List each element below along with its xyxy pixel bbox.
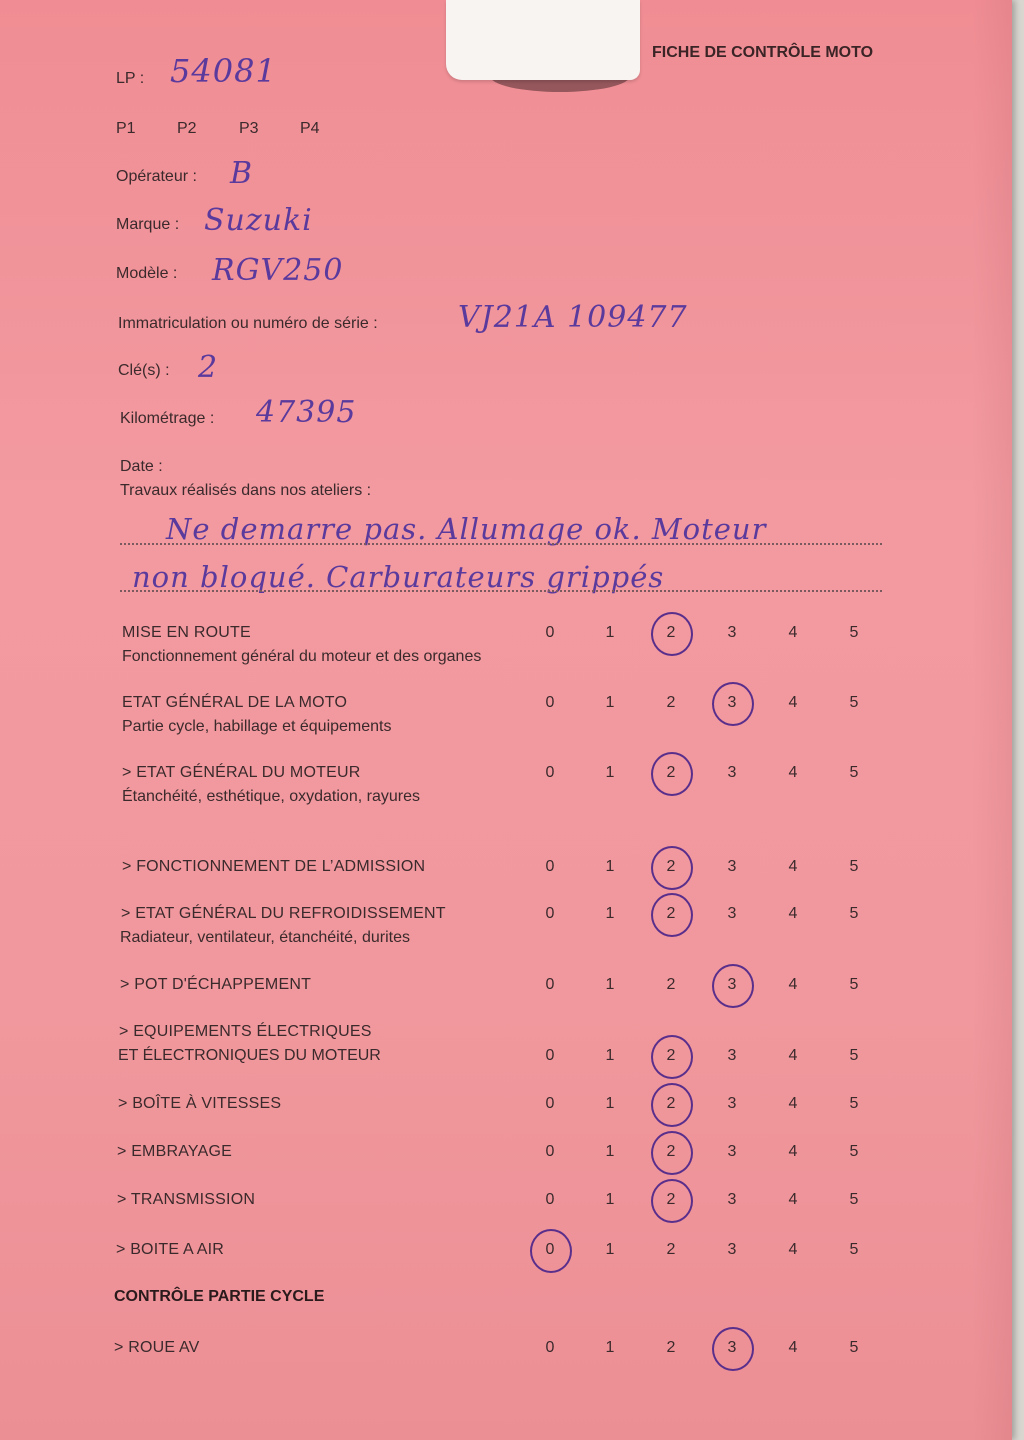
score-option: 1 [605,1047,615,1064]
score-option: 5 [849,1095,859,1112]
marque-label: Marque : [116,216,180,233]
score-option: 1 [605,764,615,781]
score-option: 2 [666,976,676,993]
score-option: 0 [545,976,555,993]
score-option: 3 [727,1047,737,1064]
section-title-etat-moteur: > ETAT GÉNÉRAL DU MOTEUR [122,764,361,781]
travaux-text-line-2: non bloqué. Carburateurs grippés [132,560,665,594]
section-subtitle-equipements-electriques: ET ÉLECTRONIQUES DU MOTEUR [118,1047,381,1064]
score-option: 2 [666,1095,676,1112]
score-option: 0 [545,1241,555,1258]
score-option: 1 [605,976,615,993]
selected-score-circle [712,964,754,1008]
sheet-edge-shadow [972,0,1012,1440]
section-title-etat-moto: ETAT GÉNÉRAL DE LA MOTO [122,694,348,711]
score-option: 4 [788,624,798,641]
selected-score-circle [712,1327,754,1371]
sheet-title: FICHE DE CONTRÔLE MOTO [652,44,874,61]
section-title-pot-echappement: > POT D'ÉCHAPPEMENT [120,976,312,993]
selected-score-circle [651,893,693,937]
score-option: 5 [849,624,859,641]
travaux-label: Travaux réalisés dans nos ateliers : [120,482,372,499]
score-option: 5 [849,976,859,993]
score-option: 0 [545,1047,555,1064]
score-option: 1 [605,905,615,922]
kilometrage-label: Kilométrage : [120,410,215,427]
cles-label: Clé(s) : [118,362,170,379]
section-title-embrayage: > EMBRAYAGE [117,1143,232,1160]
selected-score-circle [651,1131,693,1175]
score-option: 5 [849,1241,859,1258]
score-option: 0 [545,694,555,711]
score-option: 5 [849,764,859,781]
score-option: 4 [788,1241,798,1258]
score-option: 3 [727,1241,737,1258]
score-option: 0 [545,1339,555,1356]
modele-value: RGV250 [212,253,344,288]
selected-score-circle [530,1229,572,1273]
travaux-text-line-1: Ne demarre pas. Allumage ok. Moteur [166,512,767,546]
score-option: 1 [605,1241,615,1258]
lp-label: LP : [116,70,145,87]
score-option: 5 [849,1143,859,1160]
score-option: 0 [545,1143,555,1160]
section-title-mise-en-route: MISE EN ROUTE [122,624,251,641]
position-p3: P3 [239,120,259,137]
score-option: 0 [545,624,555,641]
score-option: 5 [849,858,859,875]
score-option: 1 [605,1339,615,1356]
immatriculation-label: Immatriculation ou numéro de série : [118,315,378,332]
score-option: 5 [849,905,859,922]
score-option: 4 [788,1047,798,1064]
immatriculation-value: VJ21A 109477 [458,300,688,335]
position-p2: P2 [177,120,197,137]
score-option: 5 [849,1047,859,1064]
score-option: 0 [545,764,555,781]
score-option: 4 [788,1339,798,1356]
score-option: 3 [727,694,737,711]
score-option: 1 [605,858,615,875]
score-option: 4 [788,1143,798,1160]
score-option: 4 [788,764,798,781]
score-option: 3 [727,1339,737,1356]
operateur-label: Opérateur : [116,168,197,185]
score-option: 4 [788,1191,798,1208]
score-option: 0 [545,858,555,875]
score-option: 3 [727,858,737,875]
selected-score-circle [712,682,754,726]
score-option: 2 [666,1339,676,1356]
score-option: 4 [788,858,798,875]
score-option: 2 [666,905,676,922]
section-subtitle-refroidissement: Radiateur, ventilateur, étanchéité, durites [120,929,410,946]
selected-score-circle [651,612,693,656]
section-title-admission: > FONCTIONNEMENT DE L’ADMISSION [122,858,426,875]
score-option: 3 [727,764,737,781]
score-option: 4 [788,905,798,922]
position-p1: P1 [116,120,136,137]
score-option: 2 [666,1047,676,1064]
dotted-line-2 [120,590,882,592]
score-option: 2 [666,694,676,711]
score-option: 3 [727,1191,737,1208]
score-option: 1 [605,624,615,641]
score-option: 5 [849,694,859,711]
selected-score-circle [651,846,693,890]
paper-tab [446,0,640,80]
kilometrage-value: 47395 [256,395,357,430]
score-option: 0 [545,1191,555,1208]
selected-score-circle [651,1083,693,1127]
selected-score-circle [651,1035,693,1079]
score-option: 0 [545,905,555,922]
section-title-transmission: > TRANSMISSION [117,1191,256,1208]
cles-value: 2 [198,350,219,385]
operateur-value: B [230,156,254,191]
section-subtitle-mise-en-route: Fonctionnement général du moteur et des organes [122,648,482,665]
score-option: 1 [605,1191,615,1208]
score-option: 1 [605,694,615,711]
score-option: 2 [666,1143,676,1160]
position-p4: P4 [300,120,320,137]
score-option: 1 [605,1095,615,1112]
selected-score-circle [651,752,693,796]
marque-value: Suzuki [204,203,313,238]
cycle-control-heading: CONTRÔLE PARTIE CYCLE [114,1288,325,1305]
section-title-roue-av: > ROUE AV [114,1339,200,1356]
score-option: 2 [666,1241,676,1258]
section-subtitle-etat-moto: Partie cycle, habillage et équipements [122,718,392,735]
selected-score-circle [651,1179,693,1223]
score-option: 4 [788,976,798,993]
score-option: 0 [545,1095,555,1112]
score-option: 4 [788,1095,798,1112]
score-option: 2 [666,624,676,641]
dotted-line-1 [120,543,882,545]
section-title-boite-air: > BOITE A AIR [116,1241,224,1258]
score-option: 5 [849,1191,859,1208]
score-option: 3 [727,1095,737,1112]
score-option: 4 [788,694,798,711]
section-title-equipements-electriques: > EQUIPEMENTS ÉLECTRIQUES [119,1023,372,1040]
score-option: 2 [666,858,676,875]
score-option: 3 [727,1143,737,1160]
score-option: 2 [666,764,676,781]
lp-value: 54081 [170,52,277,90]
section-title-refroidissement: > ETAT GÉNÉRAL DU REFROIDISSEMENT [121,905,446,922]
score-option: 5 [849,1339,859,1356]
score-option: 3 [727,976,737,993]
date-label: Date : [120,458,163,475]
section-subtitle-etat-moteur: Étanchéité, esthétique, oxydation, rayures [122,788,420,805]
section-title-boite-vitesses: > BOÎTE À VITESSES [118,1095,282,1112]
score-option: 1 [605,1143,615,1160]
score-option: 2 [666,1191,676,1208]
score-option: 3 [727,624,737,641]
modele-label: Modèle : [116,265,178,282]
score-option: 3 [727,905,737,922]
